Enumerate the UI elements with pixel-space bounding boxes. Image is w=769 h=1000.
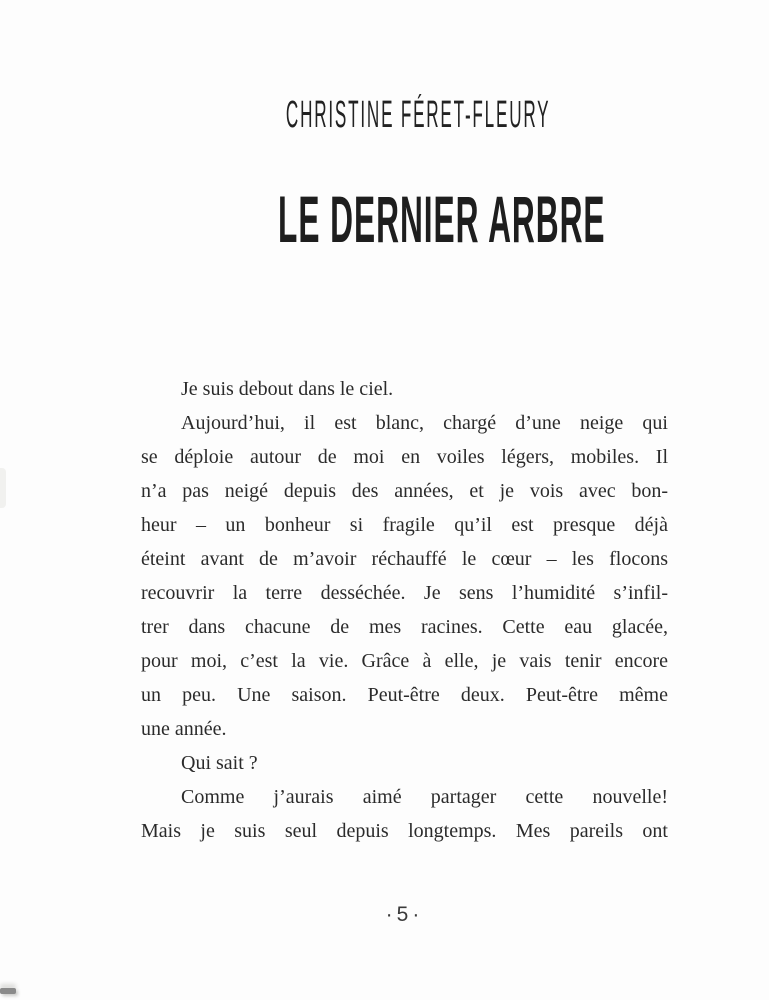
text-line: heur – un bonheur si fragile qu’il est presque déjà — [141, 514, 668, 536]
text-line: un peu. Une saison. Peut-être deux. Peut-être même — [141, 684, 668, 706]
scan-artifact-left — [0, 468, 6, 508]
text-line: recouvrir la terre desséchée. Je sens l’humidité s’infil- — [141, 582, 668, 604]
text-line: n’a pas neigé depuis des années, et je vois avec bon- — [141, 480, 668, 502]
text-line: Mais je suis seul depuis longtemps. Mes pareils ont — [141, 820, 668, 842]
text-column — [141, 0, 668, 1000]
author-name: CHRISTINE FÉRET-FLEURY — [285, 94, 551, 136]
body-text — [141, 372, 668, 848]
text-line: pour moi, c’est la vie. Grâce à elle, je vais tenir encore — [141, 650, 668, 672]
text-line: Je suis debout dans le ciel. — [181, 378, 394, 400]
text-line: une année. — [141, 718, 227, 740]
text-line: Qui sait ? — [181, 752, 258, 774]
book-title: LE DERNIER ARBRE — [278, 182, 606, 256]
text-line: éteint avant de m’avoir réchauffé le cœur – les flocons — [141, 548, 668, 570]
text-line: Aujourd’hui, il est blanc, chargé d’une neige qui — [181, 412, 668, 434]
text-line: trer dans chacune de mes racines. Cette eau glacée, — [141, 616, 668, 638]
text-line: Comme j’aurais aimé partager cette nouvelle! — [181, 786, 668, 808]
scan-artifact-corner — [0, 988, 16, 994]
page-number: ·5· — [385, 903, 424, 926]
text-line: se déploie autour de moi en voiles légers, mobiles. Il — [141, 446, 668, 468]
